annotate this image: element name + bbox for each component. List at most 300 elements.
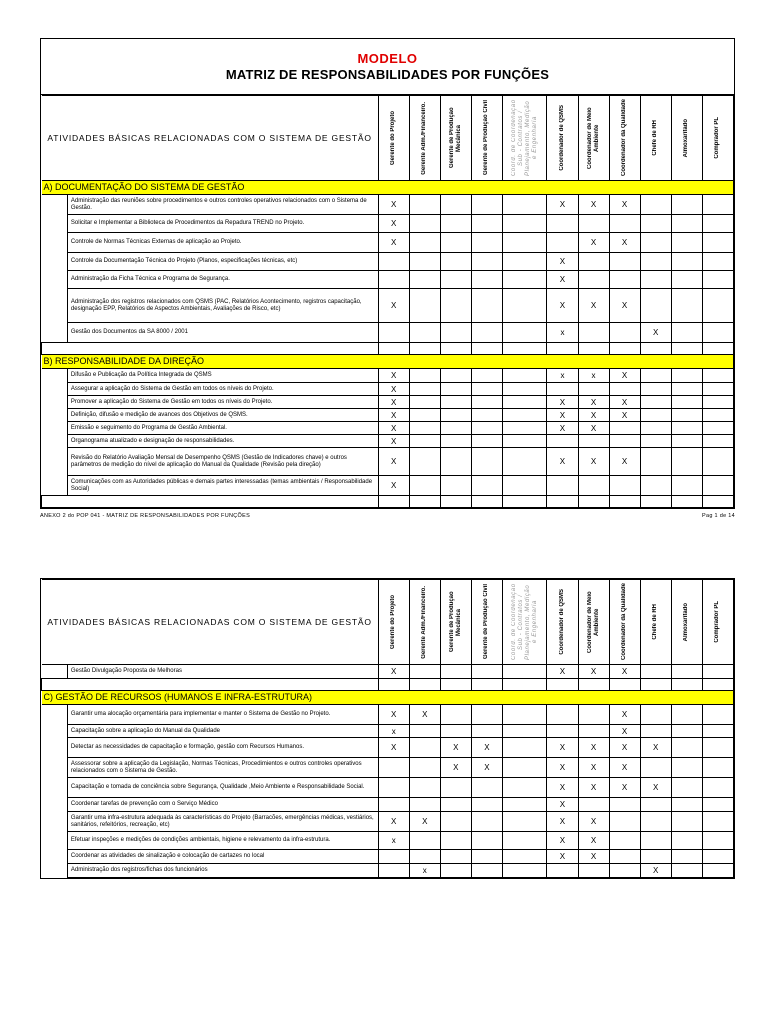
blank-cell [502,679,547,691]
role-header-label: Gerente do Projeto [390,110,397,165]
responsibility-mark [640,396,671,409]
blank-cell [378,343,409,355]
responsibility-mark [671,409,702,422]
responsibility-mark [409,323,440,343]
role-header-cell [671,580,702,665]
blank-cell [578,496,609,508]
responsibility-mark [671,369,702,383]
responsibility-mark [609,253,640,271]
responsibility-mark: X [378,422,409,435]
responsibility-mark [702,725,733,738]
responsibility-mark [702,832,733,850]
responsibility-mark [702,864,733,878]
responsibility-mark: x [409,864,440,878]
responsibility-mark [440,253,471,271]
role-header-cell [640,580,671,665]
role-header-label: Almoxarifado [683,602,690,642]
responsibility-mark [609,864,640,878]
responsibility-mark [502,289,547,323]
responsibility-mark [440,195,471,215]
responsibility-mark [547,215,578,233]
responsibility-mark [609,476,640,496]
blank-cell [547,343,578,355]
responsibility-mark: x [547,323,578,343]
activity-description: Promover a aplicação do Sistema de Gestão em todos os níveis do Projeto. [67,396,378,409]
blank-cell [378,496,409,508]
responsibility-mark [547,705,578,725]
section-title: B) RESPONSABILIDADE DA DIREÇÃO [42,355,734,369]
responsibility-mark [640,215,671,233]
responsibility-mark [702,705,733,725]
role-header-label: Coord. de Coordenação Sub - Contratos / Planejamento, Medição e Engenharia [510,583,538,661]
responsibility-mark [378,323,409,343]
responsibility-mark [640,289,671,323]
responsibility-mark [702,271,733,289]
indent-cell [42,369,68,383]
responsibility-mark [671,271,702,289]
indent-cell [42,323,68,343]
responsibility-mark [440,476,471,496]
responsibility-mark [609,850,640,864]
responsibility-mark [471,215,502,233]
responsibility-mark: x [578,369,609,383]
role-header-cell [578,96,609,181]
activity-row [42,271,734,289]
responsibility-mark [671,738,702,758]
responsibility-mark: X [578,832,609,850]
blank-cell [440,343,471,355]
model-label: MODELO [357,51,418,66]
activity-row [42,435,734,448]
responsibility-mark [671,448,702,476]
indent-cell [42,758,68,778]
responsibility-mark [471,665,502,679]
role-header-cell [409,580,440,665]
activity-description: Administração dos registros relacionados com QSMS (PAC, Relatórios Acontecimento, registros capacitação, designação EPP, Relatórios de Aspectos Ambientais, Avaliações de Risco, etc) [67,289,378,323]
indent-cell [42,195,68,215]
blank-cell [578,679,609,691]
role-header-label: Coordenador da Qualidade [621,583,628,661]
responsibility-mark [671,705,702,725]
activity-description: Efetuar inspeções e medições de condições ambientais, higiene e relevamento da infra-estrutura. [67,832,378,850]
activity-description: Assessorar sobre a aplicação da Legislação, Normas Técnicas, Procedimientos e outros controles operativos relacionados com o Sistema de Gestão. [67,758,378,778]
indent-cell [42,725,68,738]
responsibility-mark: X [378,409,409,422]
responsibility-mark: X [378,476,409,496]
activity-row [42,705,734,725]
blank-cell [502,496,547,508]
responsibility-mark [409,195,440,215]
responsibility-mark [578,215,609,233]
responsibility-mark [578,253,609,271]
role-header-label: Coordenador de QSMS [558,589,565,655]
responsibility-mark [671,289,702,323]
responsibility-mark: x [378,725,409,738]
responsibility-mark [502,396,547,409]
responsibility-mark: X [609,705,640,725]
responsibility-mark: X [547,738,578,758]
role-header-cell [547,580,578,665]
responsibility-mark [502,383,547,396]
responsibility-mark: X [640,738,671,758]
responsibility-mark: X [547,798,578,812]
responsibility-mark [640,435,671,448]
activity-description: Garantir uma alocação orçamentária para implementar e manter o Sistema de Gestão no Projeto. [67,705,378,725]
responsibility-mark [502,758,547,778]
responsibility-mark [440,369,471,383]
role-header-cell [640,96,671,181]
responsibility-mark [502,476,547,496]
responsibility-mark: X [578,758,609,778]
responsibility-mark [547,476,578,496]
responsibility-mark [502,778,547,798]
responsibility-mark: X [640,323,671,343]
responsibility-mark [378,778,409,798]
responsibility-mark [471,832,502,850]
responsibility-mark [409,215,440,233]
indent-cell [42,383,68,396]
role-header-label: Gerente Adm./Financeiro. [421,585,428,659]
activity-description: Capacitação sobre a aplicação do Manual da Qualidade [67,725,378,738]
responsibility-mark [640,195,671,215]
responsibility-mark [471,195,502,215]
responsibility-mark [702,215,733,233]
responsibility-mark [409,383,440,396]
responsibility-mark [471,383,502,396]
responsibility-mark [578,383,609,396]
responsibility-mark [471,725,502,738]
indent-cell [42,422,68,435]
indent-cell [42,812,68,832]
responsibility-mark: X [609,396,640,409]
responsibility-mark: x [547,369,578,383]
responsibility-mark [640,812,671,832]
responsibility-mark: X [609,448,640,476]
responsibility-mark: X [547,396,578,409]
indent-cell [42,850,68,864]
responsibility-mark [409,798,440,812]
responsibility-mark: X [378,369,409,383]
responsibility-mark [547,864,578,878]
responsibility-mark [502,850,547,864]
role-header-cell [409,96,440,181]
responsibility-mark [502,798,547,812]
activity-description: Solicitar e Implementar a Biblioteca de Procedimentos da Repadura TREND no Projeto. [67,215,378,233]
activities-header: ATIVIDADES BÁSICAS RELACIONADAS COM O SISTEMA DE GESTÃO [42,580,379,665]
responsibility-mark: X [409,812,440,832]
responsibility-mark [471,778,502,798]
responsibility-mark [502,195,547,215]
indent-cell [42,396,68,409]
responsibility-mark [502,448,547,476]
responsibility-mark [640,369,671,383]
responsibility-mark [702,435,733,448]
responsibility-mark [378,758,409,778]
section-header-row [42,355,734,369]
blank-cell [609,679,640,691]
responsibility-mark: X [378,215,409,233]
responsibility-mark [471,435,502,448]
responsibility-mark [609,271,640,289]
responsibility-mark [702,369,733,383]
responsibility-mark [502,725,547,738]
indent-cell [42,271,68,289]
activity-description: Coordenar tarefas de prevenção com o Serviço Médico [67,798,378,812]
blank-cell [671,679,702,691]
responsibility-mark [609,798,640,812]
activity-row [42,778,734,798]
responsibility-mark: X [578,422,609,435]
responsibility-mark: X [609,289,640,323]
role-header-label: Gerente de Produção Mecânica [448,591,462,653]
responsibility-mark [702,758,733,778]
responsibility-mark: X [378,448,409,476]
activity-row [42,832,734,850]
responsibility-mark [578,435,609,448]
responsibility-mark [609,832,640,850]
responsibility-mark: X [609,409,640,422]
responsibility-mark [409,448,440,476]
role-header-label: Coordenador de QSMS [558,105,565,171]
responsibility-mark [640,448,671,476]
responsibility-mark: X [378,195,409,215]
responsibility-mark: x [378,832,409,850]
role-header-cell [702,96,733,181]
responsibility-mark: X [640,778,671,798]
responsibility-mark: X [609,725,640,738]
responsibility-mark [440,725,471,738]
activity-row [42,476,734,496]
responsibility-mark [440,435,471,448]
responsibility-mark [409,289,440,323]
activity-description: Organograma atualizado e designação de responsabilidades. [67,435,378,448]
responsibility-mark [471,448,502,476]
role-header-cell [378,580,409,665]
responsibility-mark: X [440,758,471,778]
responsibility-mark [471,798,502,812]
indent-cell [42,233,68,253]
responsibility-mark: X [547,253,578,271]
activity-description: Controle da Documentação Técnica do Projeto (Planos, especificações técnicas, etc) [67,253,378,271]
activity-description: Emissão e seguimento do Programa de Gestão Ambiental. [67,422,378,435]
responsibility-mark: X [378,435,409,448]
responsibility-mark [578,705,609,725]
responsibility-mark [547,383,578,396]
responsibility-mark [640,409,671,422]
responsibility-mark: X [547,778,578,798]
activity-row [42,369,734,383]
responsibility-mark [471,409,502,422]
responsibility-mark [640,850,671,864]
responsibility-matrix-continued [41,579,734,878]
role-header-cell [547,96,578,181]
responsibility-mark [440,323,471,343]
responsibility-mark [409,396,440,409]
responsibility-mark [409,738,440,758]
blank-cell [578,343,609,355]
responsibility-mark: X [547,850,578,864]
responsibility-mark: X [578,233,609,253]
responsibility-mark [409,409,440,422]
responsibility-mark [671,195,702,215]
indent-cell [42,864,68,878]
responsibility-mark [702,289,733,323]
responsibility-mark: X [578,448,609,476]
responsibility-mark [409,476,440,496]
responsibility-mark [702,798,733,812]
responsibility-mark [640,271,671,289]
responsibility-mark: X [378,812,409,832]
activity-row [42,289,734,323]
responsibility-mark [671,253,702,271]
responsibility-mark [640,253,671,271]
blank-activity-cell [42,343,379,355]
indent-cell [42,253,68,271]
activity-row [42,864,734,878]
responsibility-mark [440,665,471,679]
responsibility-mark: X [609,195,640,215]
activity-row [42,233,734,253]
activity-row [42,409,734,422]
blank-cell [502,343,547,355]
blank-cell [702,496,733,508]
activity-description: Revisão do Relatório Avaliação Mensal de Desempenho QSMS (Gestão de Indicadores chave) e outros parâmetros de medição do nível de aplicação do Manual da Qualidade (Revisão pela direção) [67,448,378,476]
responsibility-mark [640,725,671,738]
responsibility-mark [702,850,733,864]
responsibility-mark: X [471,758,502,778]
responsibility-mark [671,383,702,396]
responsibility-mark [671,832,702,850]
responsibility-mark [440,233,471,253]
responsibility-mark: X [547,289,578,323]
responsibility-mark: X [578,778,609,798]
responsibility-mark [578,323,609,343]
responsibility-mark [502,271,547,289]
responsibility-mark [440,396,471,409]
responsibility-mark [671,215,702,233]
responsibility-mark: X [609,233,640,253]
responsibility-mark: X [378,233,409,253]
responsibility-mark [578,271,609,289]
activity-row [42,738,734,758]
role-header-label: Gerente de Produção Civil [483,100,490,176]
responsibility-mark [702,448,733,476]
responsibility-mark: X [409,705,440,725]
responsibility-mark [547,435,578,448]
responsibility-mark [671,758,702,778]
footer-page-number: Pag 1 de 14 [702,513,735,519]
activity-row [42,758,734,778]
indent-cell [42,409,68,422]
responsibility-mark: X [578,812,609,832]
responsibility-mark [702,476,733,496]
responsibility-mark [440,448,471,476]
blank-cell [609,343,640,355]
responsibility-mark [578,864,609,878]
responsibility-mark [640,665,671,679]
activity-description: Coordenar as atividades de sinalização e colocação de cartazes no local [67,850,378,864]
responsibility-mark [471,422,502,435]
blank-cell [640,496,671,508]
activity-description: Garantir uma infra-estrutura adequada às características do Projeto (Barracões, emergências médicas, vestiários, sanitários, refeitórios, recreação, etc) [67,812,378,832]
role-header-label: Gerente de Produção Civil [483,584,490,660]
responsibility-mark [502,409,547,422]
responsibility-mark [409,422,440,435]
activity-row [42,725,734,738]
role-header-cell [471,96,502,181]
responsibility-mark [502,369,547,383]
responsibility-mark [440,778,471,798]
responsibility-mark: X [547,448,578,476]
blank-row [42,343,734,355]
responsibility-mark: X [378,289,409,323]
responsibility-mark: X [471,738,502,758]
indent-cell [42,435,68,448]
responsibility-mark [702,422,733,435]
responsibility-mark [671,798,702,812]
responsibility-mark [378,253,409,271]
responsibility-mark [440,409,471,422]
role-header-label: Gerente de Produção Mecânica [448,107,462,169]
role-header-cell [440,96,471,181]
blank-row [42,679,734,691]
role-header-cell [609,580,640,665]
activity-row [42,798,734,812]
responsibility-mark: X [578,289,609,323]
responsibility-mark [409,850,440,864]
activity-row [42,195,734,215]
activity-description: Difusão e Publicação da Política Integrada de QSMS [67,369,378,383]
responsibility-mark [702,738,733,758]
matrix-header-row [42,96,734,181]
responsibility-mark [671,812,702,832]
responsibility-mark [671,476,702,496]
role-header-label: Coord. de Coordenação Sub - Contratos / Planejamento, Medição e Engenharia [510,99,538,177]
responsibility-mark [502,738,547,758]
activity-row [42,215,734,233]
responsibility-mark [609,422,640,435]
responsibility-mark [702,396,733,409]
responsibility-mark [502,832,547,850]
responsibility-mark [640,798,671,812]
blank-cell [471,496,502,508]
responsibility-mark [609,435,640,448]
activity-description: Administração da Ficha Técnica e Programa de Segurança. [67,271,378,289]
responsibility-mark [378,271,409,289]
responsibility-mark [640,832,671,850]
matrix-page-1 [40,38,735,509]
matrix-page-2 [40,578,735,879]
responsibility-mark [671,725,702,738]
role-header-label: Coordenador de Meio Ambiente [586,591,600,653]
blank-cell [702,343,733,355]
responsibility-mark [640,758,671,778]
responsibility-mark: X [378,705,409,725]
responsibility-mark: X [547,832,578,850]
responsibility-mark [471,705,502,725]
activity-description: Administração dos registros/fichas dos funcionários [67,864,378,878]
blank-cell [702,679,733,691]
responsibility-mark [671,864,702,878]
activity-row [42,665,734,679]
footer-document-reference: ANEXO 2 do POP 041 - MATRIZ DE RESPONSABILIDADES POR FUNÇÕES [40,513,251,519]
responsibility-mark [502,812,547,832]
responsibility-mark [702,195,733,215]
role-header-cell [378,96,409,181]
responsibility-mark [440,864,471,878]
indent-cell [42,448,68,476]
blank-cell [471,679,502,691]
